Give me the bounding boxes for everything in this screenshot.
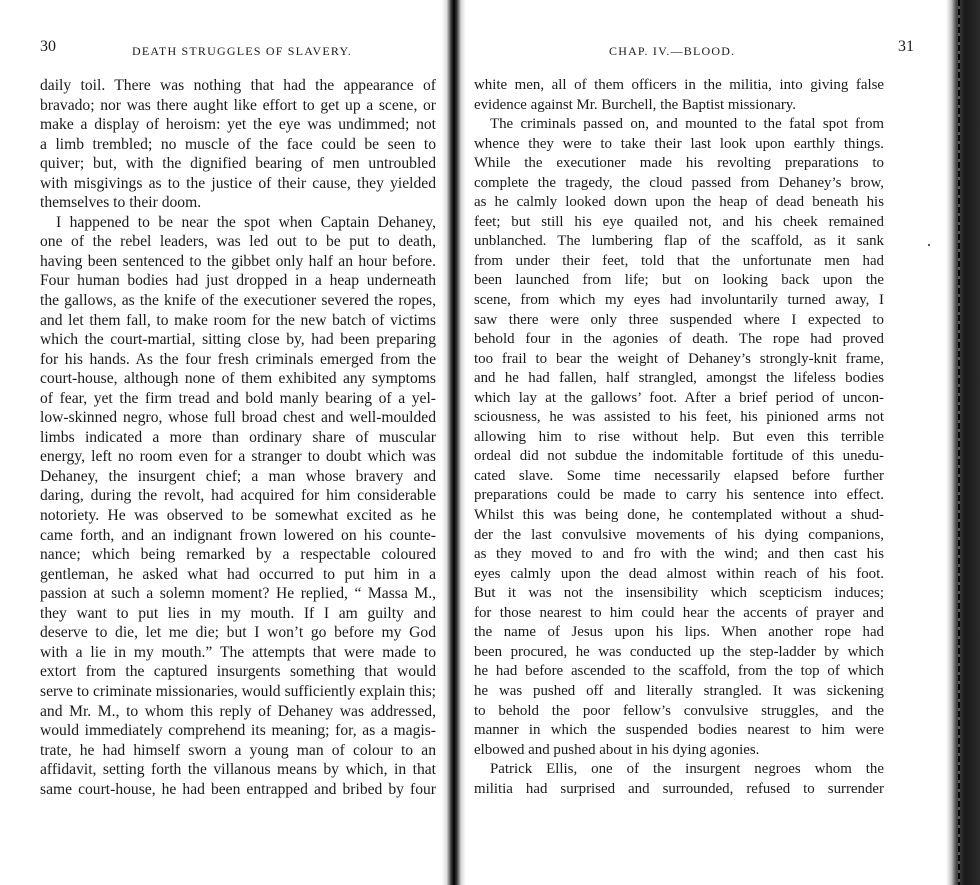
text-line: which the court-martial, sitting close by, had been preparing: [40, 331, 436, 349]
text-line: militia had surprised and surrounded, refused to surrender: [474, 780, 884, 797]
text-line: gentleman, he asked what had occurred to put him in a: [40, 565, 436, 583]
text-line: energy, left no room even for a stranger to doubt which was: [40, 448, 436, 466]
page-edge-shadow: [946, 0, 980, 885]
text-line: and let them fall, to make room for the new batch of victims: [40, 311, 436, 329]
right-page-body: [474, 76, 884, 799]
text-line: unblanched. The lumbering flap of the scaffold, as it sank: [474, 233, 884, 250]
left-page-number: 30: [40, 38, 56, 55]
text-line: he was pushed off and literally strangled. It was sickening: [474, 682, 884, 699]
text-line: preparations could be made to carry his sentence into effect.: [474, 487, 884, 504]
text-line: they want to put lies in my mouth. If I am guilty and: [40, 604, 436, 622]
text-line: evidence against Mr. Burchell, the Baptist missionary.: [474, 96, 797, 113]
text-line: too frail to bear the weight of Dehaney’s strongly-knit frame,: [474, 350, 884, 367]
text-line: same court-house, he had been entrapped and bribed by four: [40, 780, 436, 798]
text-line: Dehaney, the insurgent chief; a man whose bravery and: [40, 467, 436, 485]
text-line: bravado; nor was there aught like effort to get up a scene, or: [40, 96, 436, 114]
text-line: as he calmly looked down upon the heap of dead beneath his: [474, 194, 884, 211]
text-line: as they moved to and fro with the wind; and then cast his: [474, 546, 884, 563]
text-line: manner in which the suspended bodies nearest to him were: [474, 722, 884, 739]
text-line: But it was not the insensibility which scepticism induces;: [474, 585, 884, 602]
text-line: with misgivings as to the justice of their cause, they yielded: [40, 174, 436, 192]
text-line: the gallows, as the knife of the executioner severed the ropes,: [40, 292, 436, 310]
text-line: with a lie in my mouth.” The attempts that were made to: [40, 643, 436, 661]
text-line: white men, all of them officers in the militia, into giving false: [474, 77, 884, 93]
text-line: der the last convulsive movements of his dying companions,: [474, 526, 884, 543]
text-line: Whilst this was being done, he contemplated without a shud-: [474, 507, 884, 524]
left-page-body: [40, 76, 436, 799]
right-page-number: 31: [898, 38, 914, 55]
text-line: which lay at the gallows’ foot. After a brief period of uncon-: [474, 389, 884, 406]
text-line: behold four in the agonies of death. The rope had proved: [474, 331, 884, 348]
right-running-head: CHAP. IV.—BLOOD.: [609, 44, 736, 58]
text-line: came forth, and an indignant frown lowered on his counte-: [40, 526, 436, 544]
text-line: scene, from which my eyes had involuntarily turned away, I: [474, 292, 884, 309]
text-line: The criminals passed on, and mounted to the fatal spot from: [490, 116, 884, 133]
text-line: elbowed and pushed about in his dying agonies.: [474, 741, 760, 758]
text-line: daring, during the revolt, had acquired for him considerable: [40, 487, 436, 505]
left-page-header: [40, 40, 435, 60]
text-line: been launched from life; but on looking back upon the: [474, 272, 884, 289]
text-line: make a display of heroism: yet the eye was undimmed; not: [40, 116, 436, 134]
text-line: low-skinned negro, whose full broad chest and well-moulded: [40, 409, 436, 427]
text-line: whence they were to take their last look upon earthly things.: [474, 135, 884, 152]
text-line: cated slave. Some time necessarily elapsed before further: [474, 467, 884, 484]
text-line: complete the tragedy, the cloud passed from Dehaney’s brow,: [474, 174, 884, 191]
text-line: and Mr. M., to whom this reply of Dehaney was addressed,: [40, 702, 436, 720]
text-line: a limb trembled; no muscle of the face could be seen to: [40, 135, 436, 153]
text-line: Four human bodies had just dropped in a heap underneath: [40, 272, 436, 290]
text-line: for those nearest to him could hear the accents of prayer and: [474, 604, 884, 621]
text-line: of fear, yet the firm tread and bold manly bearing of a yel-: [40, 389, 436, 407]
text-line: passion at such a solemn moment? He replied, “ Massa M.,: [40, 585, 436, 603]
text-line: court-house, although none of them exhibited any symptoms: [40, 370, 436, 388]
text-line: been procured, he was conducted up the step-ladder by which: [474, 643, 884, 660]
text-line: notoriety. He was observed to be somewhat excited as he: [40, 507, 436, 525]
right-page-header: [474, 40, 914, 60]
scan-speck: [928, 244, 930, 246]
text-line: Patrick Ellis, one of the insurgent negroes whom the: [490, 761, 884, 778]
text-line: trate, he had himself sworn a young man of colour to an: [40, 741, 436, 759]
text-line: feet; but still his eye quailed not, and his cheek remained: [474, 213, 884, 230]
text-line: one of the rebel leaders, was led out to be put to death,: [40, 233, 436, 251]
text-line: serve to criminate missionaries, would sufficiently explain this;: [40, 682, 436, 700]
text-line: deserve to die, let me die; but I won’t go before my God: [40, 624, 436, 642]
text-line: to behold the poor fellow’s convulsive struggles, and the: [474, 702, 884, 719]
text-line: from under their feet, told that the unfortunate men had: [474, 252, 884, 269]
right-page: [462, 0, 940, 885]
text-line: themselves to their doom.: [40, 194, 202, 212]
text-line: daily toil. There was nothing that had the appearance of: [40, 77, 436, 94]
text-line: While the executioner made his revolting preparations to: [474, 155, 884, 172]
text-line: and he had fallen, half strangled, amongst the lifeless bodies: [474, 370, 884, 387]
text-line: quiver; but, with the dignified bearing of men untroubled: [40, 155, 436, 173]
text-line: allowing him to rise without help. But even this terrible: [474, 428, 884, 445]
text-line: eyes calmly upon the dead almost within reach of his foot.: [474, 565, 884, 582]
text-line: having been sentenced to the gibbet only half an hour before.: [40, 252, 436, 270]
text-line: for his hands. As the four fresh criminals emerged from the: [40, 350, 436, 368]
text-line: affidavit, setting forth the villanous means by which, in that: [40, 761, 436, 779]
text-line: saw there were only three suspended where I expected to: [474, 311, 884, 328]
text-line: I happened to be near the spot when Captain Dehaney,: [56, 213, 436, 231]
left-page: [0, 0, 445, 885]
text-line: limbs indicated a more than ordinary share of muscular: [40, 428, 436, 446]
text-line: sciousness, he was assisted to his feet, his pinioned arms not: [474, 409, 884, 426]
text-line: he had before ascended to the scaffold, from the top of which: [474, 663, 884, 680]
text-line: ordeal did not subdue the indomitable fortitude of this unedu-: [474, 448, 884, 465]
text-line: would immediately comprehend its meaning; for, as a magis-: [40, 722, 436, 740]
text-line: the name of Jesus upon his lips. When another rope had: [474, 624, 884, 641]
text-line: extort from the captured insurgents something that would: [40, 663, 436, 681]
text-line: nance; which being remarked by a respectable coloured: [40, 546, 436, 564]
left-running-head: DEATH STRUGGLES OF SLAVERY.: [132, 44, 352, 58]
